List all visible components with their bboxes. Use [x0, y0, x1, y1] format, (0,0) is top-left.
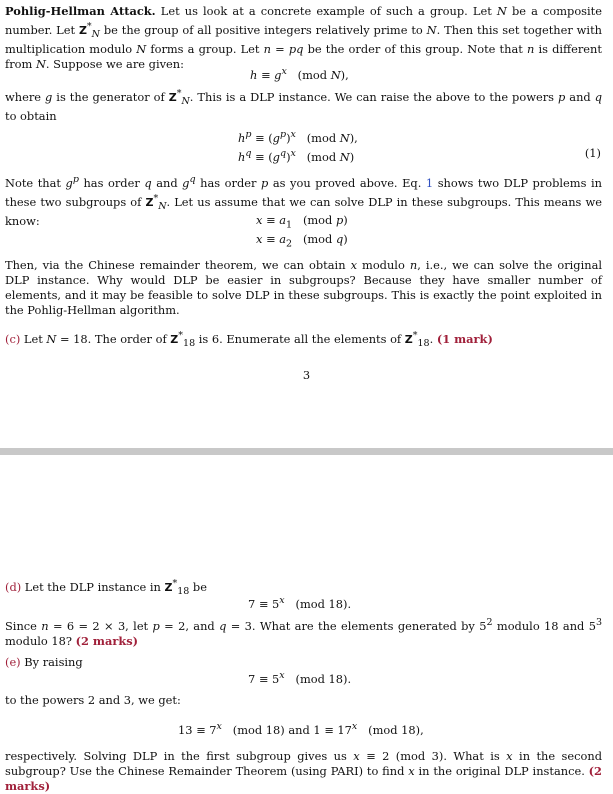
equation-a2: $x \equiv a_2$ (mod q) [256, 232, 348, 250]
section-heading: Pohlig-Hellman Attack. [5, 4, 156, 18]
equation-1-line-2: $h^q \equiv (g^q)^x$ (mod N) [238, 148, 355, 164]
equation-e: $7 \equiv 5^x$ (mod 18). [248, 670, 352, 686]
equation-h: $h \equiv g^x$ (mod N), [250, 66, 349, 82]
part-d-marks: (2 marks) [75, 633, 139, 648]
where-paragraph: where g is the generator of $Z^*_N$. This is a DLP instance. We can raise the above to the powers p and q to obtain [5, 88, 602, 124]
intro-paragraph: Pohlig-Hellman Attack. Let us look at a concrete example of such a group. Let N be a composite number. Let $Z^*_N$ be the group of all positive integers relatively prime to N. Then this set together with multiplication modulo N forms a group. Let n = pq be the order of this group. Note that n is different from N. Suppose we are given: [5, 4, 602, 72]
part-e: (e) By raising [5, 655, 83, 669]
part-e-label: (e) [5, 655, 21, 669]
powers-text: to the powers 2 and 3, we get: [5, 693, 181, 707]
then-paragraph: Then, via the Chinese remainder theorem, we can obtain x modulo n, i.e., we can solve the original DLP instance. Why would DLP be easier in subgroups? Because they have smaller number of elements, and it may be feasible to solve DLP in these subgroups. This is exactly the point exploited in the Pohlig-Hellman algorithm. [5, 258, 603, 317]
respectively-paragraph: respectively. Solving DLP in the first subgroup gives us x ≡ 2 (mod 3). What is x in the second subgroup? Use the Chinese Remainder Theorem (using PARI) to find x in the original DLP instance. (2 marks) [5, 749, 603, 793]
part-d: (d) Let the DLP instance in $Z^*_{18}$ be [5, 578, 207, 598]
part-c-label: (c) [5, 331, 21, 346]
equation-d: $7 \equiv 5^x$ (mod 18). [248, 595, 352, 611]
part-e-marks: (2 marks) [5, 764, 602, 793]
equation-reference-link[interactable]: 1 [425, 175, 434, 190]
page-number: 3 [302, 368, 311, 382]
document-page-4 [0, 455, 613, 793]
part-c-marks: (1 mark) [436, 331, 493, 346]
part-c: (c) Let N = 18. The order of $Z^*_{18}$ is 6. Enumerate all the elements of $Z^*_{18}$. (1 mark) [5, 330, 493, 350]
note-paragraph: Note that $g^p$ has order q and $g^q$ has order p as you proved above. Eq. 1 shows two DLP problems in these two subgroups of $Z^*_N$. Let us assume that we can solve DLP in these subgroups. This means we know: [5, 174, 602, 228]
part-d-label: (d) [5, 579, 22, 594]
since-paragraph: Since n = 6 = 2 × 3, let p = 2, and q = 3. What are the elements generated by $5^2$ modulo 18 and $5^3$ modulo 18? (2 marks) [5, 617, 602, 648]
page-separator [0, 448, 613, 455]
equation-1-line-1: $h^p \equiv (g^p)^x$ (mod N), [238, 129, 358, 145]
equation-a1: $x \equiv a_1$ (mod p) [256, 213, 348, 231]
equation-results: $13 \equiv 7^x$ (mod 18) and $1 \equiv 17^x$ (mod 18), [178, 721, 424, 737]
equation-number: (1) [584, 146, 601, 160]
